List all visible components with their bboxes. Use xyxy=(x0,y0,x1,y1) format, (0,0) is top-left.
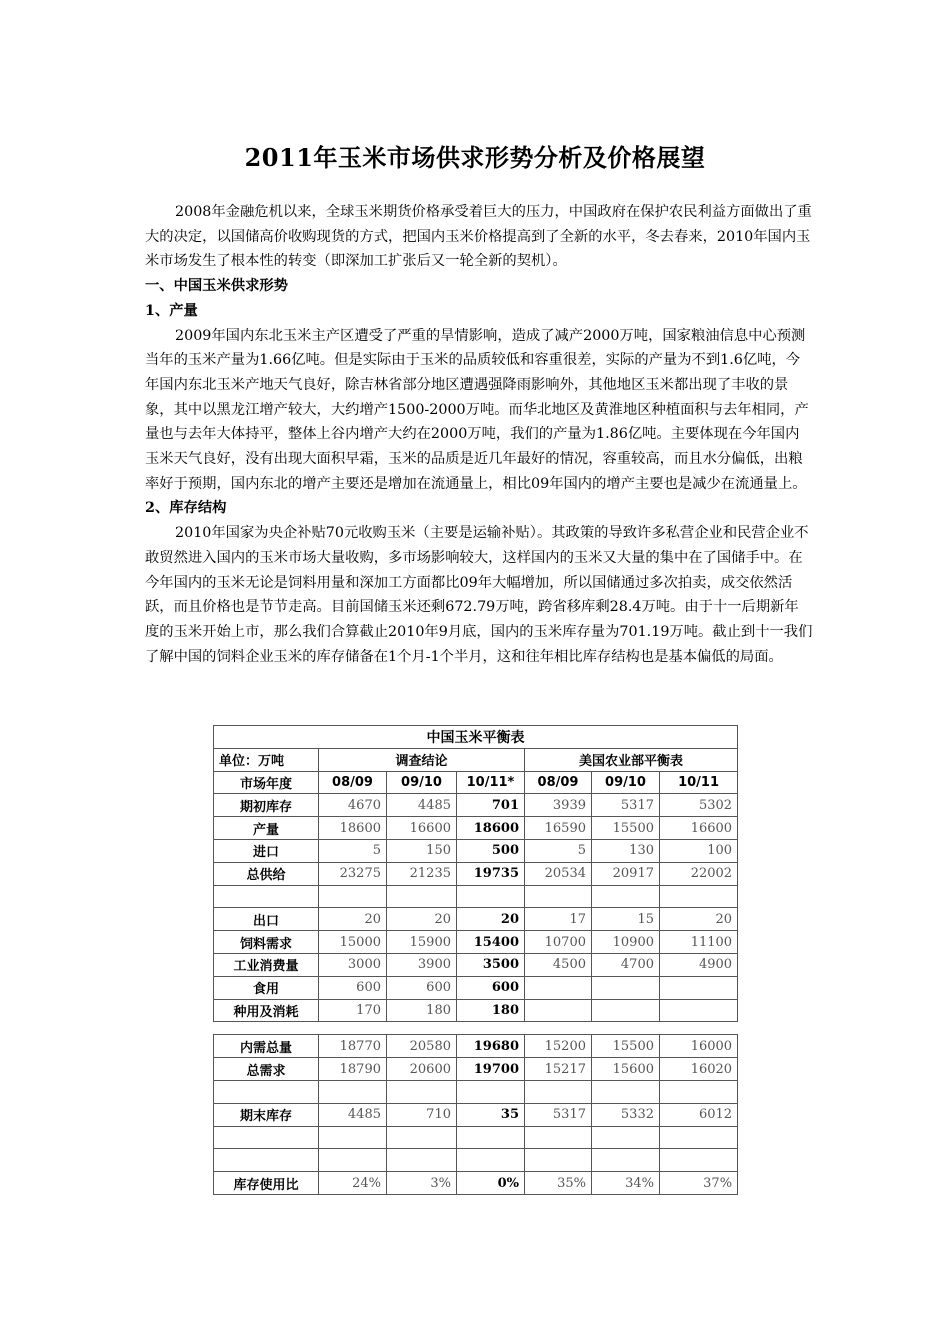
row-label: 内需总量 xyxy=(214,1035,319,1058)
table-cell xyxy=(525,976,592,999)
table-cell: 4485 xyxy=(319,1103,387,1126)
empty-cell xyxy=(319,1149,387,1172)
table-cell: 16020 xyxy=(660,1058,738,1081)
table-cell: 5 xyxy=(319,839,387,862)
document-body xyxy=(145,200,813,669)
empty-cell xyxy=(525,1149,592,1172)
table-cell: 22002 xyxy=(660,862,738,885)
table-caption-row xyxy=(214,726,738,749)
table-cell: 4485 xyxy=(387,794,457,817)
table-row xyxy=(214,794,738,817)
table-cell: 180 xyxy=(457,999,525,1022)
empty-cell xyxy=(457,885,525,908)
table-cell: 15400 xyxy=(457,931,525,954)
table-cell: 0% xyxy=(457,1172,525,1195)
table-cell: 701 xyxy=(457,794,525,817)
table-cell: 130 xyxy=(592,839,660,862)
empty-cell xyxy=(457,1126,525,1149)
row-label: 食用 xyxy=(214,976,319,999)
table-cell: 20534 xyxy=(525,862,592,885)
table-cell: 18790 xyxy=(319,1058,387,1081)
row-label: 种用及消耗 xyxy=(214,999,319,1022)
row-label: 产量 xyxy=(214,817,319,840)
table-row xyxy=(214,953,738,976)
row-label: 总需求 xyxy=(214,1058,319,1081)
empty-row xyxy=(214,885,738,908)
table-caption: 中国玉米平衡表 xyxy=(214,726,738,749)
production-paragraph: 2009年国内东北玉米主产区遭受了严重的旱情影响，造成了减产2000万吨，国家粮油信息中心预测当年的玉米产量为1.66亿吨。但是实际由于玉米的品质较低和容重很差，实际的产量为不到1.6亿吨，今年国内东北玉米产地天气良好，除吉林省部分地区遭遇强降雨影响外，其他地区玉米都出现了丰收的景象，其中以黑龙江增产较大，大约增产1500-2000万吨。而华北地区及黄淮地区种植面积与去年相同，产量也与去年大体持平，整体上谷内增产大约在2000万吨，我们的产量为1.86亿吨。主要体现在今年国内玉米天气良好，没有出现大面积早霜，玉米的品质是近几年最好的情况，容重较高，而且水分偏低，出粮率好于预期，国内东北的增产主要还是增加在流通量上，相比09年国内的增产主要也是减少在流通量上。 xyxy=(145,327,809,492)
row-label: 饲料需求 xyxy=(214,931,319,954)
table-cell: 5317 xyxy=(525,1103,592,1126)
table-cell: 3500 xyxy=(457,953,525,976)
empty-cell xyxy=(592,1126,660,1149)
table-cell: 3939 xyxy=(525,794,592,817)
table-row xyxy=(214,931,738,954)
empty-cell xyxy=(457,1149,525,1172)
empty-cell xyxy=(387,885,457,908)
table-cell: 37% xyxy=(660,1172,738,1195)
table-cell: 20580 xyxy=(387,1035,457,1058)
table-cell: 20 xyxy=(387,908,457,931)
row-label: 总供给 xyxy=(214,862,319,885)
table-cell: 3000 xyxy=(319,953,387,976)
table-cell: 19735 xyxy=(457,862,525,885)
table-cell: 6012 xyxy=(660,1103,738,1126)
empty-cell xyxy=(214,885,319,908)
row-label: 进口 xyxy=(214,839,319,862)
empty-cell xyxy=(457,1080,525,1103)
table-gap xyxy=(214,1022,738,1035)
table-cell: 35% xyxy=(525,1172,592,1195)
empty-cell xyxy=(660,885,738,908)
empty-cell xyxy=(214,1126,319,1149)
empty-cell xyxy=(660,1080,738,1103)
table-cell: 5302 xyxy=(660,794,738,817)
table-cell: 20917 xyxy=(592,862,660,885)
table-cell: 5317 xyxy=(592,794,660,817)
table-cell: 100 xyxy=(660,839,738,862)
year-header: 08/09 xyxy=(319,771,387,794)
table-row xyxy=(214,908,738,931)
subheading-production: 1、产量 xyxy=(145,302,198,319)
table-cell: 18600 xyxy=(319,817,387,840)
table-row xyxy=(214,862,738,885)
group-survey-header: 调查结论 xyxy=(319,748,525,771)
year-header: 08/09 xyxy=(525,771,592,794)
empty-cell xyxy=(525,885,592,908)
empty-cell xyxy=(660,1126,738,1149)
empty-cell xyxy=(319,1080,387,1103)
empty-cell xyxy=(387,1149,457,1172)
table-cell: 15 xyxy=(592,908,660,931)
page-title: 2011年玉米市场供求形势分析及价格展望 xyxy=(244,143,706,172)
empty-cell xyxy=(525,1126,592,1149)
table-cell: 15500 xyxy=(592,817,660,840)
table-cell: 20 xyxy=(660,908,738,931)
table-group-header-row xyxy=(214,748,738,771)
row-label: 工业消费量 xyxy=(214,953,319,976)
inventory-paragraph: 2010年国家为央企补贴70元收购玉米（主要是运输补贴）。其政策的导致许多私营企业和民营企业不敢贸然进入国内的玉米市场大量收购，多市场影响较大，这样国内的玉米又大量的集中在了国储手中。在今年国内的玉米无论是饲料用量和深加工方面都比09年大幅增加，所以国储通过多次拍卖，成交依然活跃，而且价格也是节节走高。目前国储玉米还剩672.79万吨，跨省移库剩28.4万吨。由于十一后期新年度的玉米开始上市，那么我们合算截止2010年9月底，国内的玉米库存量为701.19万吨。截止到十一我们了解中国的饲料企业玉米的库存储备在1个月-1个半月，这和往年相比库存结构也是基本偏低的局面。 xyxy=(145,525,813,665)
year-header: 09/10 xyxy=(592,771,660,794)
table-cell: 4500 xyxy=(525,953,592,976)
corn-balance-table-container xyxy=(213,725,737,1195)
table-cell: 5332 xyxy=(592,1103,660,1126)
section-heading-supply-demand: 一、中国玉米供求形势 xyxy=(145,278,288,295)
table-row xyxy=(214,817,738,840)
table-cell: 15000 xyxy=(319,931,387,954)
table-cell: 16600 xyxy=(660,817,738,840)
group-usda-header: 美国农业部平衡表 xyxy=(525,748,738,771)
table-cell: 19680 xyxy=(457,1035,525,1058)
empty-cell xyxy=(214,1080,319,1103)
table-cell xyxy=(660,976,738,999)
table-cell: 4900 xyxy=(660,953,738,976)
gap-cell xyxy=(214,1022,738,1035)
table-cell xyxy=(660,999,738,1022)
table-cell: 600 xyxy=(319,976,387,999)
empty-cell xyxy=(387,1080,457,1103)
table-cell: 180 xyxy=(387,999,457,1022)
table-cell: 16000 xyxy=(660,1035,738,1058)
table-cell: 17 xyxy=(525,908,592,931)
year-header: 10/11* xyxy=(457,771,525,794)
table-cell: 15500 xyxy=(592,1035,660,1058)
table-cell xyxy=(592,976,660,999)
table-cell: 10900 xyxy=(592,931,660,954)
table-cell: 3% xyxy=(387,1172,457,1195)
table-cell: 20 xyxy=(319,908,387,931)
table-cell: 20 xyxy=(457,908,525,931)
table-cell: 24% xyxy=(319,1172,387,1195)
table-cell: 600 xyxy=(457,976,525,999)
table-cell: 500 xyxy=(457,839,525,862)
intro-paragraph: 2008年金融危机以来，全球玉米期货价格承受着巨大的压力，中国政府在保护农民利益方面做出了重大的决定，以国储高价收购现货的方式，把国内玉米价格提高到了全新的水平，冬去春来，2010年国内玉米市场发生了根本性的转变（即深加工扩张后又一轮全新的契机）。 xyxy=(145,204,812,270)
subheading-inventory: 2、库存结构 xyxy=(145,500,227,517)
table-row xyxy=(214,1103,738,1126)
unit-label: 单位：万吨 xyxy=(214,748,319,771)
table-cell: 15600 xyxy=(592,1058,660,1081)
row-label: 出口 xyxy=(214,908,319,931)
year-header: 10/11 xyxy=(660,771,738,794)
year-header: 09/10 xyxy=(387,771,457,794)
table-cell: 16600 xyxy=(387,817,457,840)
empty-cell xyxy=(660,1149,738,1172)
table-cell: 710 xyxy=(387,1103,457,1126)
table-cell xyxy=(525,999,592,1022)
row-label: 期末库存 xyxy=(214,1103,319,1126)
table-row xyxy=(214,839,738,862)
empty-cell xyxy=(592,1149,660,1172)
empty-row xyxy=(214,1149,738,1172)
table-row xyxy=(214,976,738,999)
empty-cell xyxy=(319,1126,387,1149)
table-cell: 4670 xyxy=(319,794,387,817)
table-cell: 19700 xyxy=(457,1058,525,1081)
table-cell: 600 xyxy=(387,976,457,999)
table-row xyxy=(214,1172,738,1195)
table-cell: 11100 xyxy=(660,931,738,954)
table-year-header-row xyxy=(214,771,738,794)
empty-row xyxy=(214,1126,738,1149)
table-cell: 18600 xyxy=(457,817,525,840)
empty-cell xyxy=(525,1080,592,1103)
table-row xyxy=(214,999,738,1022)
table-row xyxy=(214,1035,738,1058)
table-cell: 10700 xyxy=(525,931,592,954)
empty-row xyxy=(214,1080,738,1103)
table-cell: 20600 xyxy=(387,1058,457,1081)
table-cell: 170 xyxy=(319,999,387,1022)
market-year-label: 市场年度 xyxy=(214,771,319,794)
corn-balance-table xyxy=(213,725,738,1195)
table-cell: 18770 xyxy=(319,1035,387,1058)
table-cell: 23275 xyxy=(319,862,387,885)
table-cell: 35 xyxy=(457,1103,525,1126)
row-label: 期初库存 xyxy=(214,794,319,817)
table-cell: 15900 xyxy=(387,931,457,954)
table-cell: 5 xyxy=(525,839,592,862)
table-cell: 16590 xyxy=(525,817,592,840)
empty-cell xyxy=(214,1149,319,1172)
table-cell: 4700 xyxy=(592,953,660,976)
table-cell: 34% xyxy=(592,1172,660,1195)
table-cell: 21235 xyxy=(387,862,457,885)
table-cell: 150 xyxy=(387,839,457,862)
empty-cell xyxy=(319,885,387,908)
table-row xyxy=(214,1058,738,1081)
table-cell xyxy=(592,999,660,1022)
empty-cell xyxy=(387,1126,457,1149)
table-cell: 15217 xyxy=(525,1058,592,1081)
row-label: 库存使用比 xyxy=(214,1172,319,1195)
empty-cell xyxy=(592,1080,660,1103)
empty-cell xyxy=(592,885,660,908)
table-cell: 15200 xyxy=(525,1035,592,1058)
table-cell: 3900 xyxy=(387,953,457,976)
